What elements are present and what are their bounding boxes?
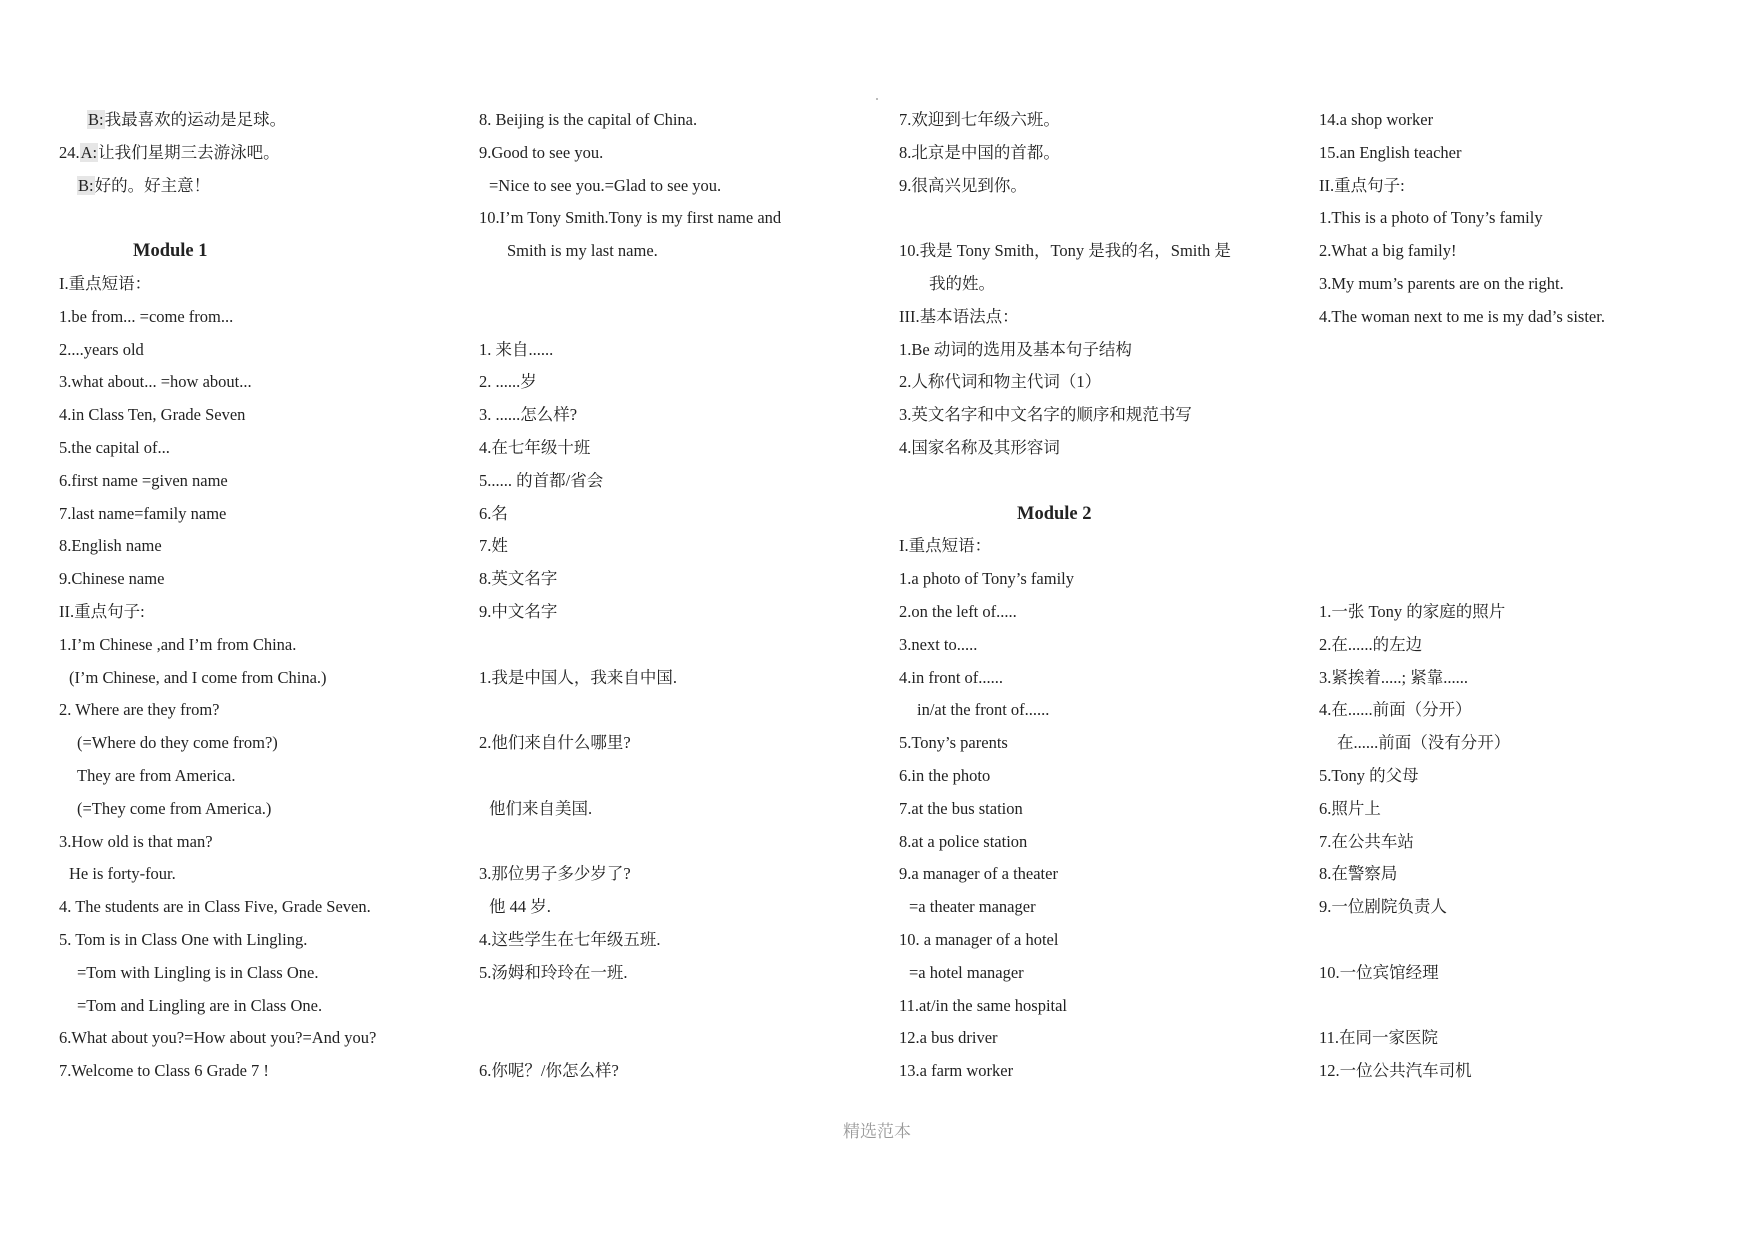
- line-text: 7.姓: [479, 536, 508, 555]
- text-line: [87, 110, 286, 130]
- text-line: [479, 930, 661, 950]
- line-text: 8.at a police station: [899, 832, 1028, 851]
- text-line: [59, 143, 280, 163]
- line-text: 9.很高兴见到你。: [899, 176, 1027, 195]
- text-line: [899, 176, 1027, 196]
- text-line: [899, 241, 1231, 261]
- text-line: [77, 766, 236, 786]
- line-text: 我的姓。: [929, 274, 995, 293]
- line-text: 3.My mum’s parents are on the right.: [1319, 274, 1564, 293]
- text-line: [479, 569, 557, 589]
- line-text: 11.at/in the same hospital: [899, 996, 1068, 1015]
- text-line: [59, 1061, 269, 1081]
- speaker-label: B:: [78, 176, 94, 195]
- line-text: =a theater manager: [909, 897, 1036, 916]
- line-text: 10.一位宾馆经理: [1319, 963, 1439, 982]
- text-line: [59, 536, 162, 556]
- line-text: I.重点短语：: [59, 274, 152, 293]
- text-line: [1319, 208, 1543, 228]
- text-line: [899, 307, 1019, 327]
- text-line: [479, 110, 697, 130]
- line-text: 1.This is a photo of Tony’s family: [1319, 208, 1543, 227]
- text-line: [899, 766, 990, 786]
- text-line: [59, 372, 252, 392]
- line-text: 10. a manager of a hotel: [899, 930, 1059, 949]
- text-line: [59, 635, 296, 655]
- line-text: 5.Tony 的父母: [1319, 766, 1419, 785]
- line-text: Smith is my last name.: [507, 241, 658, 260]
- text-line: [899, 996, 1067, 1016]
- line-text: 5.汤姆和玲玲在一班.: [479, 963, 628, 982]
- section-heading: [133, 241, 208, 261]
- text-line: [507, 241, 658, 261]
- line-text: 他 44 岁.: [489, 897, 551, 916]
- line-text: 7.at the bus station: [899, 799, 1023, 818]
- line-text: 12.一位公共汽车司机: [1319, 1061, 1472, 1080]
- text-line: [1319, 635, 1422, 655]
- text-line: [479, 864, 631, 884]
- text-line: [59, 569, 164, 589]
- text-line: [899, 536, 991, 556]
- text-line: [1319, 1061, 1472, 1081]
- text-line: [77, 963, 318, 983]
- line-text: 4.在......前面（分开）: [1319, 700, 1472, 719]
- text-line: [59, 471, 228, 491]
- line-text: (I’m Chinese, and I come from China.): [69, 668, 327, 687]
- line-text: 4.这些学生在七年级五班.: [479, 930, 661, 949]
- text-line: [899, 1028, 998, 1048]
- line-text: 10.我是 Tony Smith，Tony 是我的名，Smith 是: [899, 241, 1231, 260]
- line-text: 2. Where are they from?: [59, 700, 220, 719]
- line-text: 5.Tony’s parents: [899, 733, 1008, 752]
- line-text: I.重点短语：: [899, 536, 992, 555]
- line-text: 4. The students are in Class Five, Grade Seven.: [59, 897, 371, 916]
- text-line: [1319, 274, 1564, 294]
- text-line: [479, 733, 631, 753]
- text-line: [1319, 307, 1605, 327]
- line-text: 3. ......怎么样?: [479, 405, 578, 424]
- text-line: [59, 274, 151, 294]
- text-line: [1319, 832, 1414, 852]
- line-text: =a hotel manager: [909, 963, 1024, 982]
- line-text: 6.照片上: [1319, 799, 1381, 818]
- text-line: [77, 799, 271, 819]
- line-text: 13.a farm worker: [899, 1061, 1014, 1080]
- line-text: 1.I’m Chinese ,and I’m from China.: [59, 635, 297, 654]
- line-text: Module 1: [133, 241, 208, 261]
- text-line: [1319, 602, 1505, 622]
- text-line: [479, 536, 508, 556]
- text-line: [899, 635, 977, 655]
- text-line: [479, 963, 628, 983]
- line-text: =Tom with Lingling is in Class One.: [77, 963, 319, 982]
- text-line: [59, 438, 170, 458]
- line-text: 9.Good to see you.: [479, 143, 604, 162]
- text-line: [489, 176, 721, 196]
- text-line: [1319, 700, 1472, 720]
- line-text: 7.last name=family name: [59, 504, 227, 523]
- line-text: 3.next to.....: [899, 635, 978, 654]
- speaker-label: B:: [88, 110, 104, 129]
- line-text: 12.a bus driver: [899, 1028, 998, 1047]
- text-line: [909, 963, 1024, 983]
- text-line: [77, 176, 210, 196]
- text-line: [899, 1061, 1013, 1081]
- line-text: 2....years old: [59, 340, 144, 359]
- line-text: 1.a photo of Tony’s family: [899, 569, 1074, 588]
- line-text: 2.on the left of.....: [899, 602, 1017, 621]
- line-text: 2.人称代词和物主代词（1）: [899, 372, 1102, 391]
- line-text: 让我们星期三去游泳吧。: [98, 143, 280, 162]
- line-text: 1.一张 Tony 的家庭的照片: [1319, 602, 1506, 621]
- text-line: [59, 897, 371, 917]
- line-text: (=They come from America.): [77, 799, 272, 818]
- text-line: [899, 372, 1101, 392]
- text-line: [899, 405, 1192, 425]
- line-text: 1. 来自......: [479, 340, 554, 359]
- line-text: 3.那位男子多少岁了?: [479, 864, 631, 883]
- line-text: He is forty-four.: [69, 864, 176, 883]
- line-text: 2.在......的左边: [1319, 635, 1423, 654]
- text-line: [59, 307, 233, 327]
- text-line: [1319, 241, 1456, 261]
- page-dot: [876, 98, 878, 100]
- line-text: 6.你呢？/你怎么样?: [479, 1061, 619, 1080]
- line-text: 2. ......岁: [479, 372, 537, 391]
- text-line: [1319, 897, 1447, 917]
- text-line: [479, 405, 577, 425]
- line-text: 6.What about you?=How about you?=And you?: [59, 1028, 377, 1047]
- line-text: 8.English name: [59, 536, 162, 555]
- text-line: [59, 1028, 376, 1048]
- line-text: 15.an English teacher: [1319, 143, 1462, 162]
- text-line: [479, 504, 508, 524]
- line-text: =Tom and Lingling are in Class One.: [77, 996, 323, 1015]
- text-line: [1319, 143, 1462, 163]
- item-number: 24.: [59, 143, 80, 162]
- text-line: [929, 274, 995, 294]
- line-text: 他们来自美国.: [489, 799, 593, 818]
- line-text: 8. Beijing is the capital of China.: [479, 110, 698, 129]
- line-text: 5.the capital of...: [59, 438, 170, 457]
- text-line: [899, 340, 1132, 360]
- text-line: [1319, 963, 1439, 983]
- line-text: 3.英文名字和中文名字的顺序和规范书写: [899, 405, 1192, 424]
- text-line: [479, 340, 553, 360]
- text-line: [479, 471, 603, 491]
- line-text: 8.在警察局: [1319, 864, 1398, 883]
- text-line: [59, 700, 220, 720]
- line-text: 5...... 的首都/省会: [479, 471, 604, 490]
- text-line: [77, 733, 278, 753]
- text-line: [1319, 799, 1381, 819]
- text-line: [1319, 110, 1433, 130]
- line-text: =Nice to see you.=Glad to see you.: [489, 176, 722, 195]
- page-footer: 精选范本: [843, 1122, 911, 1142]
- text-line: [899, 110, 1060, 130]
- line-text: 7.欢迎到七年级六班。: [899, 110, 1060, 129]
- text-line: [899, 832, 1027, 852]
- text-line: [479, 602, 557, 622]
- line-text: 4.在七年级十班: [479, 438, 591, 457]
- text-line: [489, 799, 592, 819]
- text-line: [1319, 766, 1419, 786]
- text-line: [479, 1061, 619, 1081]
- line-text: 3.How old is that man?: [59, 832, 213, 851]
- text-line: [479, 208, 781, 228]
- line-text: 4.in Class Ten, Grade Seven: [59, 405, 246, 424]
- line-text: 5. Tom is in Class One with Lingling.: [59, 930, 308, 949]
- line-text: 11.在同一家医院: [1319, 1028, 1439, 1047]
- text-line: [899, 930, 1058, 950]
- line-text: 2.What a big family!: [1319, 241, 1457, 260]
- text-line: [59, 930, 307, 950]
- line-text: 9.一位剧院负责人: [1319, 897, 1447, 916]
- text-line: [917, 700, 1049, 720]
- text-line: [899, 438, 1060, 458]
- text-line: [479, 372, 537, 392]
- text-line: [479, 668, 677, 688]
- text-line: [1319, 176, 1405, 196]
- line-text: 9.a manager of a theater: [899, 864, 1058, 883]
- text-line: [69, 668, 327, 688]
- line-text: 1.我是中国人，我来自中国.: [479, 668, 677, 687]
- text-line: [59, 340, 144, 360]
- text-line: [899, 799, 1023, 819]
- line-text: 6.名: [479, 504, 508, 523]
- text-line: [899, 143, 1060, 163]
- text-line: [909, 897, 1036, 917]
- text-line: [899, 668, 1003, 688]
- text-line: [59, 832, 213, 852]
- line-text: 4.The woman next to me is my dad’s sister.: [1319, 307, 1605, 326]
- text-line: [489, 897, 551, 917]
- text-line: [59, 405, 245, 425]
- text-line: [1319, 668, 1468, 688]
- line-text: 在......前面（没有分开）: [1337, 733, 1511, 752]
- line-text: 9.中文名字: [479, 602, 558, 621]
- line-text: 8.英文名字: [479, 569, 558, 588]
- text-line: [479, 143, 603, 163]
- line-text: They are from America.: [77, 766, 236, 785]
- line-text: 3.what about... =how about...: [59, 372, 252, 391]
- line-text: 14.a shop worker: [1319, 110, 1434, 129]
- text-line: [59, 602, 145, 622]
- section-heading: [1017, 504, 1092, 524]
- line-text: III.基本语法点：: [899, 307, 1019, 326]
- line-text: 10.I’m Tony Smith.Tony is my first name and: [479, 208, 782, 227]
- text-line: [899, 864, 1058, 884]
- line-text: II.重点句子:: [59, 602, 145, 621]
- line-text: 1.be from... =come from...: [59, 307, 234, 326]
- line-text: 6.in the photo: [899, 766, 991, 785]
- line-text: 好的。好主意！: [94, 176, 211, 195]
- line-text: 2.他们来自什么哪里?: [479, 733, 631, 752]
- text-line: [1337, 733, 1510, 753]
- line-text: in/at the front of......: [917, 700, 1050, 719]
- line-text: 4.国家名称及其形容词: [899, 438, 1060, 457]
- line-text: 4.in front of......: [899, 668, 1004, 687]
- line-text: II.重点句子:: [1319, 176, 1405, 195]
- text-line: [899, 733, 1008, 753]
- line-text: (=Where do they come from?): [77, 733, 278, 752]
- text-line: [899, 569, 1074, 589]
- line-text: 7.在公共车站: [1319, 832, 1414, 851]
- line-text: Module 2: [1017, 504, 1092, 524]
- text-line: [899, 602, 1017, 622]
- text-line: [1319, 864, 1397, 884]
- text-line: [479, 438, 590, 458]
- line-text: 我最喜欢的运动是足球。: [104, 110, 287, 129]
- text-line: [69, 864, 176, 884]
- line-text: 7.Welcome to Class 6 Grade 7 !: [59, 1061, 269, 1080]
- text-line: [77, 996, 322, 1016]
- line-text: 9.Chinese name: [59, 569, 165, 588]
- speaker-label: A:: [80, 143, 98, 162]
- text-line: [59, 504, 226, 524]
- line-text: 6.first name =given name: [59, 471, 228, 490]
- line-text: 3.紧挨着.....; 紧靠......: [1319, 668, 1468, 687]
- line-text: 8.北京是中国的首都。: [899, 143, 1060, 162]
- line-text: 1.Be 动词的选用及基本句子结构: [899, 340, 1132, 359]
- text-line: [1319, 1028, 1438, 1048]
